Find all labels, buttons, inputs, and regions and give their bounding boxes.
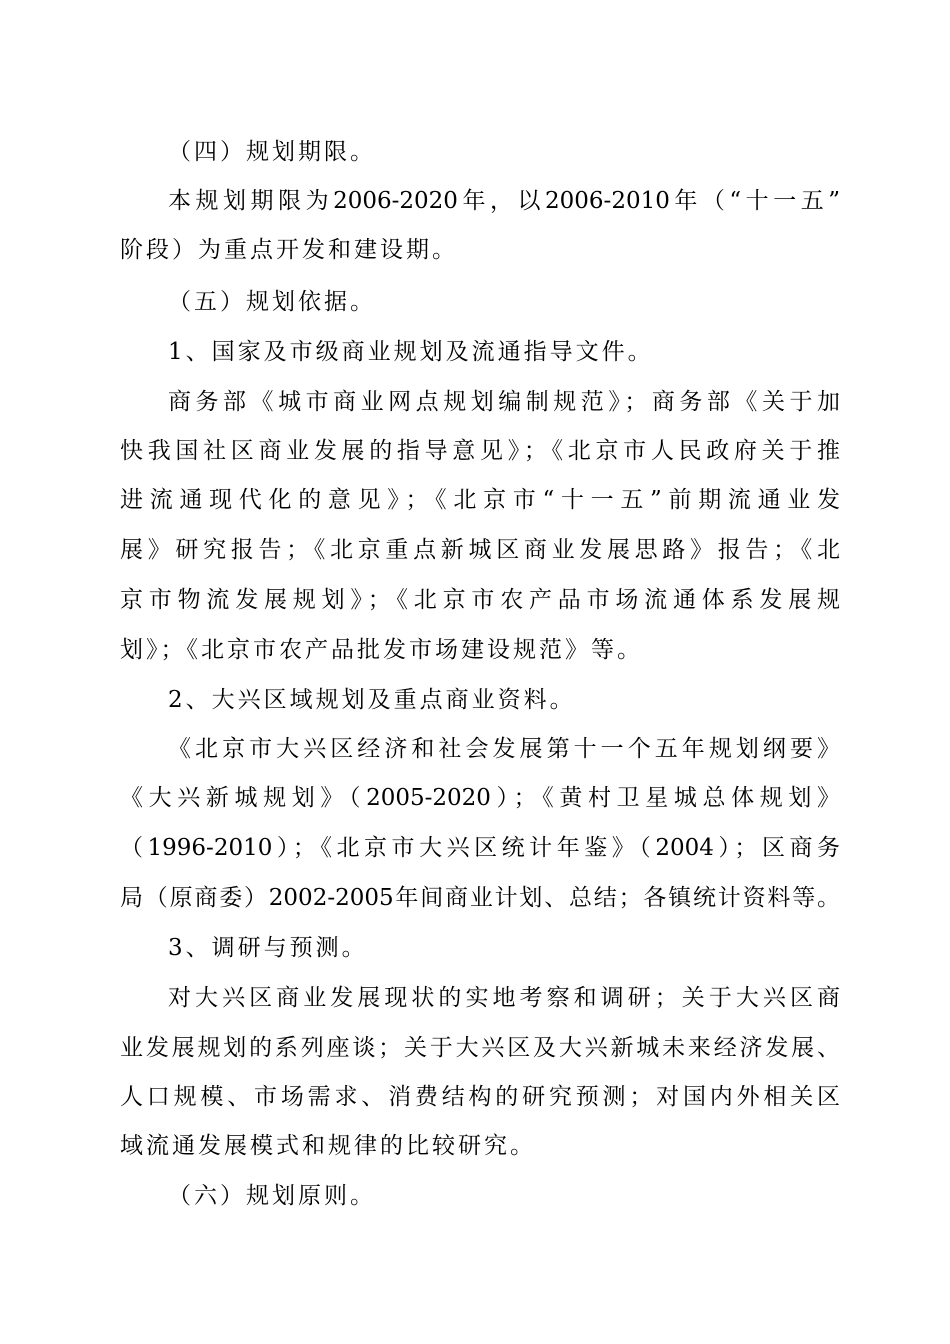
section-heading-period: （四）规划期限。 <box>168 139 376 165</box>
paragraph-line: 《北京市大兴区经济和社会发展第十一个五年规划纲要》 <box>168 736 840 762</box>
paragraph-line: 京市物流发展规划》；《北京市农产品市场流通体系发展规 <box>120 587 840 613</box>
subheading-national-documents: 1、国家及市级商业规划及流通指导文件。 <box>168 339 654 365</box>
paragraph-line: 对大兴区商业发展现状的实地考察和调研；关于大兴区商 <box>168 985 840 1011</box>
section-heading-basis: （五）规划依据。 <box>168 289 376 315</box>
subheading-research: 3、调研与预测。 <box>168 935 368 961</box>
paragraph-line: 本规划期限为2006-2020年，以2006-2010年（“十一五” <box>168 188 840 214</box>
paragraph-line: 商务部《城市商业网点规划编制规范》；商务部《关于加 <box>168 389 840 415</box>
paragraph-line: 域流通发展模式和规律的比较研究。 <box>120 1133 536 1159</box>
paragraph-line: 业发展规划的系列座谈；关于大兴区及大兴新城未来经济发展、 <box>120 1035 840 1061</box>
paragraph-line: 划》；《北京市农产品批发市场建设规范》等。 <box>120 637 643 663</box>
paragraph-line: （1996-2010）；《北京市大兴区统计年鉴》（2004）；区商务 <box>120 835 840 861</box>
paragraph-line: 进流通现代化的意见》；《北京市“十一五”前期流通业发 <box>120 487 840 513</box>
paragraph-line: 展》研究报告；《北京重点新城区商业发展思路》报告；《北 <box>120 537 840 563</box>
paragraph-line: 阶段）为重点开发和建设期。 <box>120 237 458 263</box>
paragraph-line: 《大兴新城规划》（2005-2020）；《黄村卫星城总体规划》 <box>120 785 840 811</box>
subheading-regional-materials: 2、大兴区域规划及重点商业资料。 <box>168 687 576 713</box>
section-heading-principles: （六）规划原则。 <box>168 1183 376 1209</box>
paragraph-line: 人口规模、市场需求、消费结构的研究预测；对国内外相关区 <box>120 1084 840 1110</box>
paragraph-line: 局（原商委）2002-2005年间商业计划、总结；各镇统计资料等。 <box>120 885 840 911</box>
paragraph-line: 快我国社区商业发展的指导意见》；《北京市人民政府关于推 <box>120 438 840 464</box>
